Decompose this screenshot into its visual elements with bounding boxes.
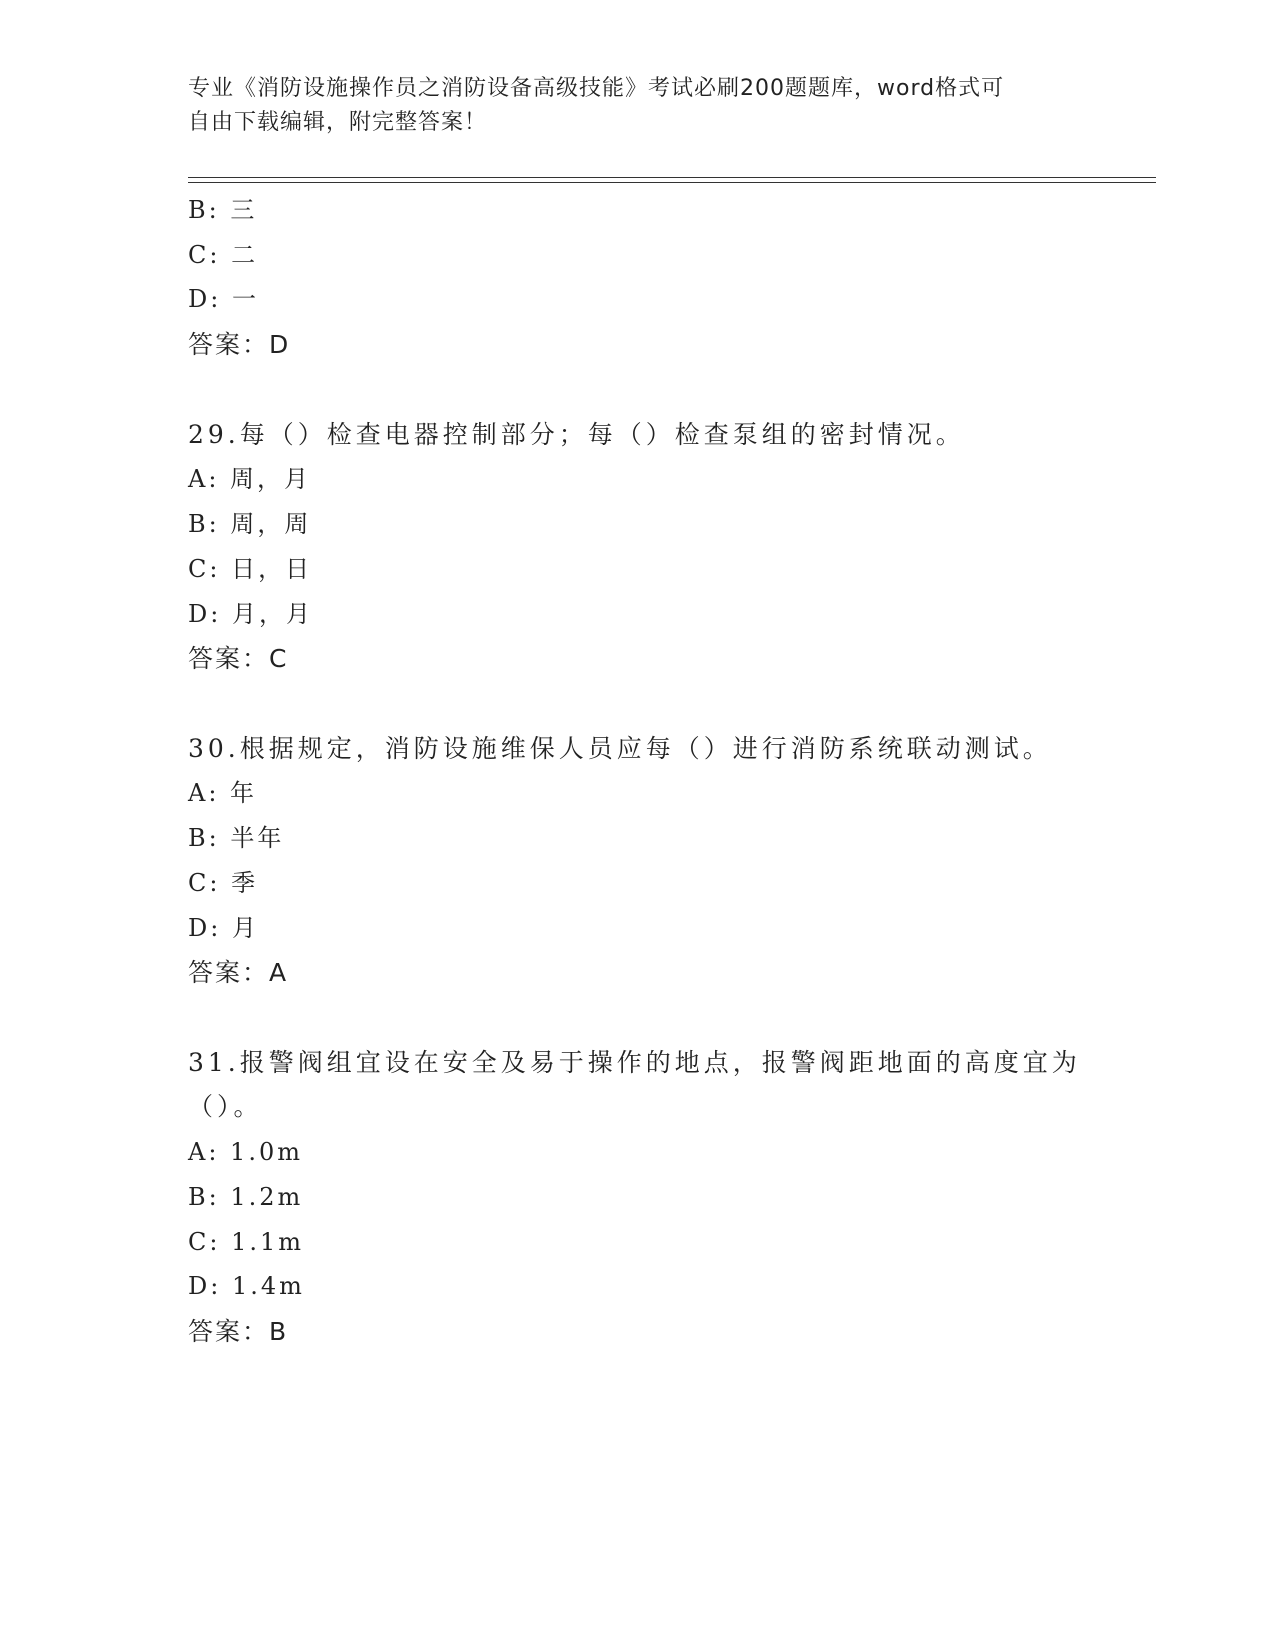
question-31-option-b: B: 1.2m (188, 1183, 304, 1211)
question-30-answer: 答案：A (188, 958, 289, 987)
question-29-text: 29.每（）检查电器控制部分；每（）检查泵组的密封情况。 (188, 420, 965, 449)
document-header (188, 72, 1088, 140)
header-divider-bottom (188, 182, 1156, 183)
header-divider-top (188, 177, 1156, 178)
option-d: D: 一 (188, 285, 259, 313)
question-30-option-b: B: 半年 (188, 824, 285, 852)
answer-line: 答案：D (188, 330, 291, 359)
option-c: C: 二 (188, 241, 259, 269)
question-31-option-c: C: 1.1m (188, 1228, 305, 1256)
question-31-text-continued: （）。 (188, 1092, 263, 1121)
question-31-option-d: D: 1.4m (188, 1272, 305, 1300)
option-b: B: 三 (188, 196, 258, 224)
question-30-option-a: A: 年 (188, 779, 258, 807)
question-29-option-c: C: 日，日 (188, 555, 313, 583)
question-29-option-a: A: 周，月 (188, 465, 312, 493)
question-31-text: 31.报警阀组宜设在安全及易于操作的地点，报警阀距地面的高度宜为 (188, 1048, 1081, 1077)
question-29-option-d: D: 月，月 (188, 600, 313, 628)
question-30-option-d: D: 月 (188, 914, 259, 942)
question-31-option-a: A: 1.0m (188, 1138, 303, 1166)
question-29-option-b: B: 周，周 (188, 510, 312, 538)
question-31-answer: 答案：B (188, 1317, 289, 1346)
question-30-text: 30.根据规定，消防设施维保人员应每（）进行消防系统联动测试。 (188, 734, 1052, 763)
header-line-2: 自由下载编辑，附完整答案！ (188, 110, 488, 135)
question-29-answer: 答案：C (188, 644, 289, 673)
header-line-1: 专业《消防设施操作员之消防设备高级技能》考试必刷200题题库，word格式可 (188, 76, 1005, 101)
question-30-option-c: C: 季 (188, 869, 259, 897)
